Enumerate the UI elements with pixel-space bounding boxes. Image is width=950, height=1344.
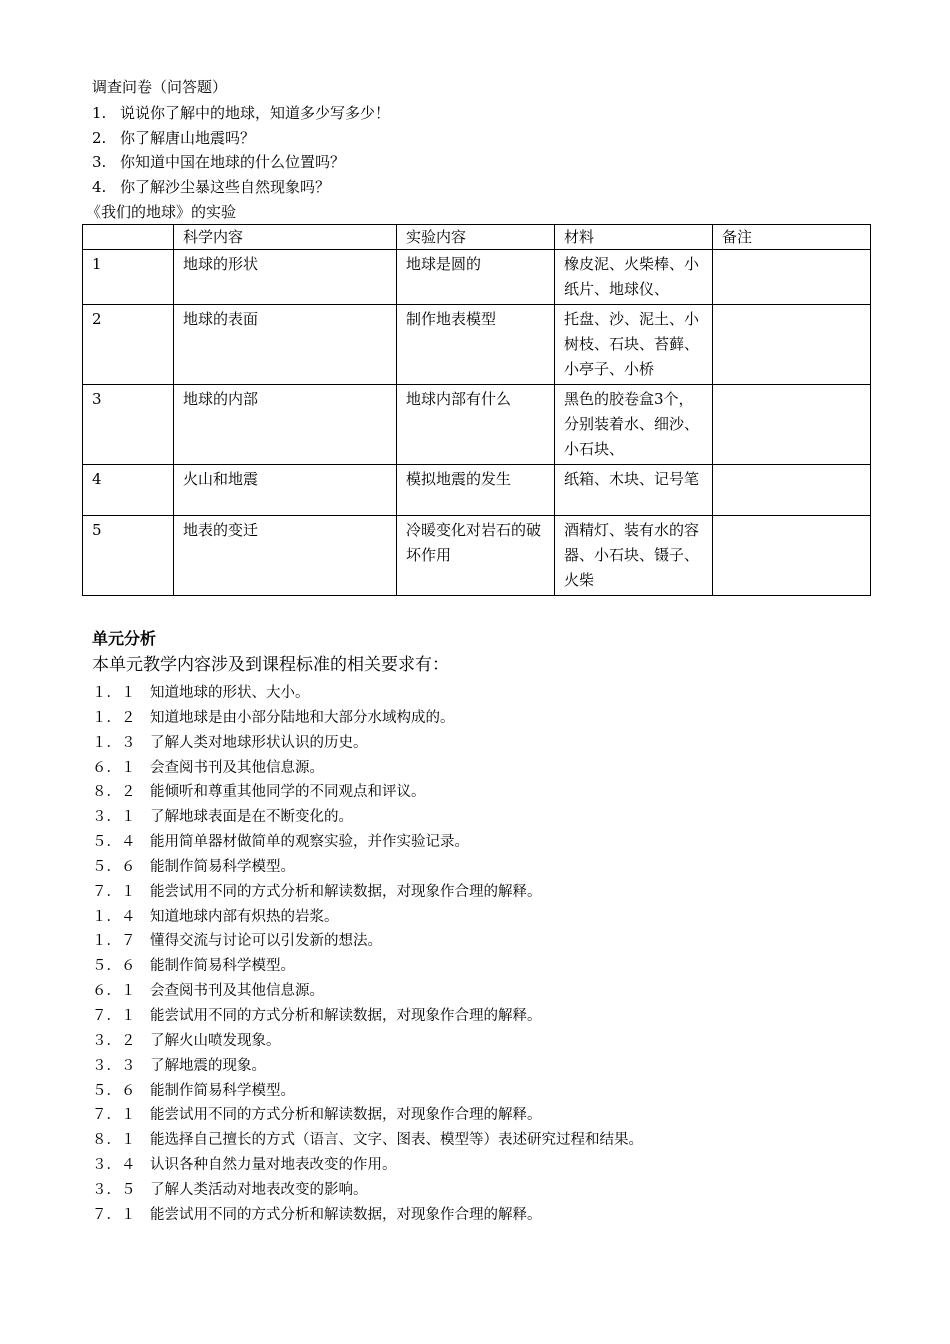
row-experiment-content: 制作地表模型 [397,305,555,385]
row-experiment-content: 地球是圆的 [397,250,555,305]
survey-question [92,126,390,151]
list-item [92,1103,643,1128]
list-item [92,954,643,979]
header-science-content: 科学内容 [174,225,397,250]
question-number: 4. [92,177,107,196]
row-experiment-content: 冷暖变化对岩石的破坏作用 [397,516,555,596]
requirement-text: 懂得交流与讨论可以引发新的想法。 [150,933,382,950]
list-item [92,1054,643,1079]
row-index: 2 [83,305,174,385]
row-notes [713,516,871,596]
question-number: 3. [92,153,107,171]
requirement-code: ８．２ [92,784,136,801]
survey-title: 调查问卷（问答题） [92,78,228,96]
row-materials: 酒精灯、装有水的容器、小石块、镊子、火柴 [555,516,713,596]
table-row [83,305,871,385]
question-number: 1. [92,104,107,122]
requirement-text: 会查阅书刊及其他信息源。 [150,759,324,776]
list-item [92,1203,643,1228]
requirement-code: ５．４ [92,834,136,851]
requirement-text: 了解地球表面是在不断变化的。 [150,809,353,826]
question-number: 2. [92,128,107,147]
row-index: 3 [83,385,174,465]
row-notes [713,465,871,516]
requirement-text: 认识各种自然力量对地表改变的作用。 [150,1157,397,1174]
requirement-text: 能制作简易科学模型。 [150,1082,295,1099]
requirement-code: １．４ [92,908,136,925]
list-item [92,929,643,954]
requirement-code: ７．１ [92,1206,136,1223]
unit-analysis-intro: 本单元教学内容涉及到课程标准的相关要求有： [92,655,449,675]
table-row [83,516,871,596]
requirement-code: ５．６ [92,1082,136,1099]
survey-question [92,101,390,126]
requirement-code: １．１ [92,685,136,701]
requirement-code: ６．１ [92,759,136,776]
requirement-code: ７．１ [92,1007,136,1024]
row-science-content: 地球的形状 [174,250,397,305]
requirement-code: ５．６ [92,958,136,975]
requirement-code: １．３ [92,734,136,751]
row-materials: 黑色的胶卷盒3个，分别装着水、细沙、小石块、 [555,385,713,465]
row-notes [713,250,871,305]
survey-question [92,150,390,175]
requirement-code: ５．６ [92,858,136,875]
requirement-text: 了解人类对地球形状认识的历史。 [150,734,368,751]
requirement-code: ３．５ [92,1181,136,1198]
list-item [92,979,643,1004]
question-text: 说说你了解中的地球，知道多少写多少！ [120,104,391,122]
table-row [83,385,871,465]
table-header-row [83,225,871,250]
table-row [83,465,871,516]
list-item [92,780,643,805]
requirement-code: ３．４ [92,1157,136,1174]
survey-question-list [92,101,390,199]
requirement-text: 会查阅书刊及其他信息源。 [150,983,324,1000]
list-item [92,706,643,731]
table-row [83,250,871,305]
question-text: 你了解沙尘暴这些自然现象吗？ [120,177,331,196]
list-item [92,1128,643,1153]
list-item [92,805,643,830]
header-notes: 备注 [713,225,871,250]
row-experiment-content: 地球内部有什么 [397,385,555,465]
requirement-text: 能尝试用不同的方式分析和解读数据，对现象作合理的解释。 [150,883,542,900]
requirement-text: 能尝试用不同的方式分析和解读数据，对现象作合理的解释。 [150,1107,542,1124]
header-index [83,225,174,250]
requirement-code: ３．１ [92,809,136,826]
survey-question [92,175,390,200]
requirement-text: 了解地震的现象。 [150,1057,266,1074]
list-item [92,1004,643,1029]
list-item [92,855,643,880]
row-notes [713,385,871,465]
list-item [92,880,643,905]
row-science-content: 火山和地震 [174,465,397,516]
requirement-code: １．７ [92,933,136,950]
list-item [92,905,643,930]
list-item [92,756,643,781]
list-item [92,1153,643,1178]
requirement-code: ７．１ [92,883,136,900]
list-item [92,830,643,855]
requirement-text: 知道地球内部有炽热的岩浆。 [150,908,339,925]
row-science-content: 地球的表面 [174,305,397,385]
row-experiment-content: 模拟地震的发生 [397,465,555,516]
requirement-text: 了解火山喷发现象。 [150,1032,281,1049]
requirement-text: 能尝试用不同的方式分析和解读数据，对现象作合理的解释。 [150,1206,542,1223]
requirement-text: 能制作简易科学模型。 [150,858,295,875]
row-materials: 纸箱、木块、记号笔 [555,465,713,516]
list-item [92,1178,643,1203]
requirement-list [92,681,643,1228]
requirement-text: 能选择自己擅长的方式（语言、文字、图表、模型等）表述研究过程和结果。 [150,1132,643,1149]
list-item [92,681,643,706]
list-item [92,1079,643,1104]
requirement-code: ８．１ [92,1132,136,1149]
row-index: 4 [83,465,174,516]
requirement-code: ３．２ [92,1032,136,1049]
question-text: 你了解唐山地震吗？ [120,128,256,147]
row-science-content: 地球的内部 [174,385,397,465]
question-text: 你知道中国在地球的什么位置吗？ [120,153,346,171]
header-experiment-content: 实验内容 [397,225,555,250]
row-science-content: 地表的变迁 [174,516,397,596]
requirement-text: 知道地球是由小部分陆地和大部分水域构成的。 [150,709,455,726]
unit-analysis-heading: 单元分析 [92,629,157,648]
header-materials: 材料 [555,225,713,250]
requirement-text: 了解人类活动对地表改变的影响。 [150,1181,368,1198]
experiment-table [82,224,871,596]
list-item [92,1029,643,1054]
row-index: 1 [83,250,174,305]
requirement-code: ３．３ [92,1057,136,1074]
requirement-text: 能用简单器材做简单的观察实验，并作实验记录。 [150,834,469,851]
requirement-text: 能尝试用不同的方式分析和解读数据，对现象作合理的解释。 [150,1007,542,1024]
row-index: 5 [83,516,174,596]
requirement-code: １．２ [92,709,136,726]
requirement-text: 能倾听和尊重其他同学的不同观点和评议。 [150,784,426,801]
row-notes [713,305,871,385]
experiment-table-title: 《我们的地球》的实验 [86,203,237,221]
list-item [92,731,643,756]
requirement-code: ６．１ [92,983,136,1000]
requirement-code: ７．１ [92,1107,136,1124]
row-materials: 托盘、沙、泥土、小树枝、石块、苔藓、小亭子、小桥 [555,305,713,385]
requirement-text: 知道地球的形状、大小。 [150,685,310,701]
requirement-text: 能制作简易科学模型。 [150,958,295,975]
row-materials: 橡皮泥、火柴棒、小纸片、地球仪、 [555,250,713,305]
